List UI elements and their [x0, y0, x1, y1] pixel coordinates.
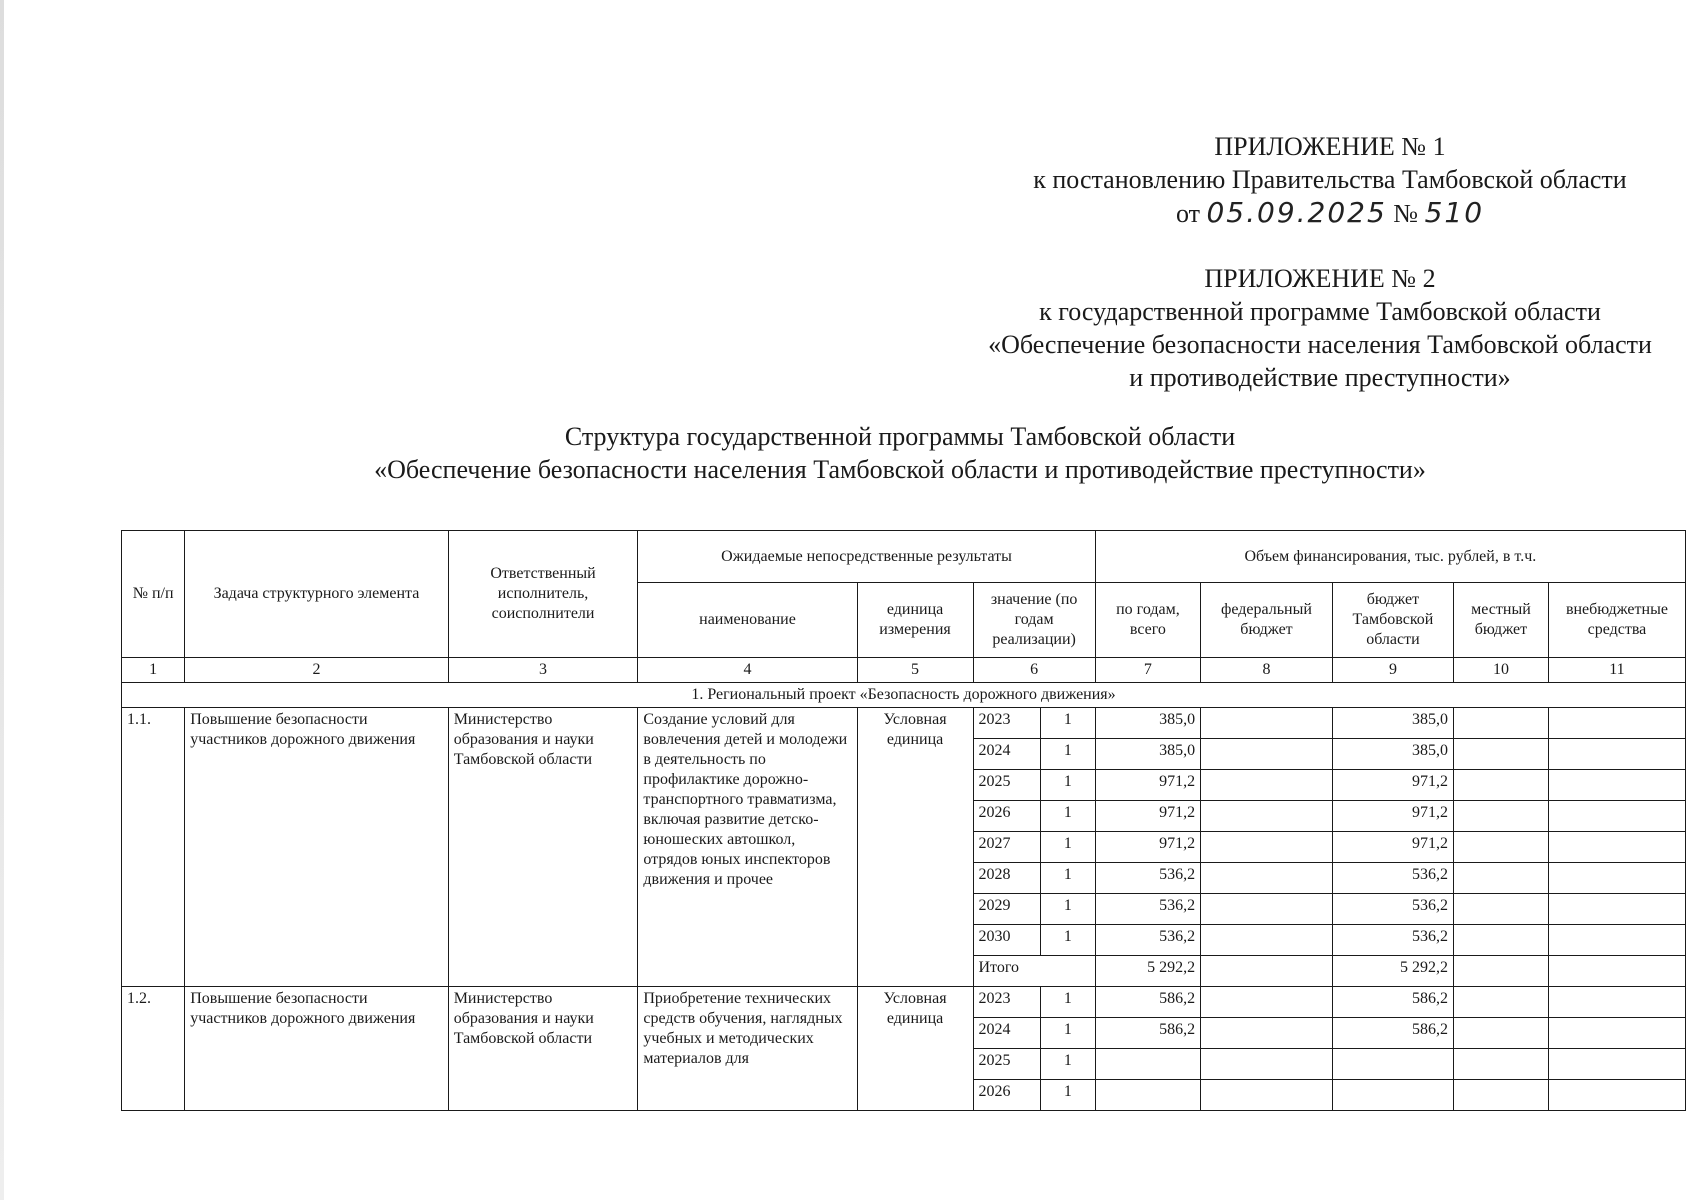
fin-federal-cell — [1201, 801, 1333, 832]
itogo-label: Итого — [973, 956, 1095, 987]
year-cell: 2030 — [973, 925, 1040, 956]
year-cell: 2027 — [973, 832, 1040, 863]
column-number: 6 — [973, 658, 1095, 683]
fin-regional-cell: 586,2 — [1332, 1018, 1453, 1049]
year-cell: 2028 — [973, 863, 1040, 894]
fin-local-cell — [1454, 1049, 1549, 1080]
table-row — [122, 987, 1686, 1018]
fin-total-cell — [1095, 1080, 1200, 1111]
fin-local-cell — [1454, 832, 1549, 863]
year-cell: 2026 — [973, 801, 1040, 832]
fin-total-cell: 971,2 — [1095, 801, 1200, 832]
appendix-2-line-3: и противодействие преступности» — [1129, 363, 1511, 392]
fin-federal-cell — [1201, 739, 1333, 770]
fin-federal-cell — [1201, 987, 1333, 1018]
fin-extra-cell — [1548, 801, 1685, 832]
fin-extra-cell — [1548, 956, 1685, 987]
section-title: 1. Региональный проект «Безопасность дорожного движения» — [122, 683, 1686, 708]
value-cell: 1 — [1040, 708, 1095, 739]
fin-regional-cell: 536,2 — [1332, 863, 1453, 894]
fin-extra-cell — [1548, 832, 1685, 863]
fin-local-cell — [1454, 894, 1549, 925]
appendix-1-header — [960, 130, 1697, 230]
value-cell: 1 — [1040, 832, 1095, 863]
fin-regional-cell: 536,2 — [1332, 925, 1453, 956]
fin-local-cell — [1454, 956, 1549, 987]
fin-local-cell — [1454, 770, 1549, 801]
header-fin-federal: федеральный бюджет — [1201, 583, 1333, 658]
fin-regional-cell: 385,0 — [1332, 708, 1453, 739]
fin-federal-cell — [1201, 894, 1333, 925]
fin-federal-cell — [1201, 1018, 1333, 1049]
column-number: 3 — [448, 658, 638, 683]
appendix-2-header — [940, 262, 1697, 394]
fin-total-cell: 586,2 — [1095, 1018, 1200, 1049]
row-number: 1.2. — [122, 987, 185, 1111]
fin-local-cell — [1454, 801, 1549, 832]
year-cell: 2023 — [973, 987, 1040, 1018]
row-unit: Условная единица — [857, 987, 973, 1111]
fin-federal-cell — [1201, 925, 1333, 956]
fin-extra-cell — [1548, 987, 1685, 1018]
value-cell: 1 — [1040, 739, 1095, 770]
header-result-unit: единица измерения — [857, 583, 973, 658]
fin-local-cell — [1454, 925, 1549, 956]
column-number: 2 — [185, 658, 448, 683]
fin-extra-cell — [1548, 770, 1685, 801]
appendix-2-title: ПРИЛОЖЕНИЕ № 2 — [1204, 264, 1436, 293]
row-result-name: Приобретение технических средств обучения, наглядных учебных и методических материалов для — [638, 987, 857, 1111]
fin-local-cell — [1454, 1080, 1549, 1111]
column-number: 11 — [1548, 658, 1685, 683]
column-number: 10 — [1454, 658, 1549, 683]
fin-total-cell: 5 292,2 — [1095, 956, 1200, 987]
fin-total-cell: 385,0 — [1095, 708, 1200, 739]
fin-local-cell — [1454, 708, 1549, 739]
column-number: 9 — [1332, 658, 1453, 683]
fin-total-cell: 536,2 — [1095, 863, 1200, 894]
year-cell: 2025 — [973, 1049, 1040, 1080]
header-task: Задача структурного элемента — [185, 531, 448, 658]
fin-regional-cell: 586,2 — [1332, 987, 1453, 1018]
fin-local-cell — [1454, 739, 1549, 770]
value-cell: 1 — [1040, 1049, 1095, 1080]
fin-total-cell: 971,2 — [1095, 832, 1200, 863]
header-num: № п/п — [122, 531, 185, 658]
fin-federal-cell — [1201, 770, 1333, 801]
year-cell: 2024 — [973, 1018, 1040, 1049]
fin-total-cell — [1095, 1049, 1200, 1080]
row-task: Повышение безопасности участников дорожного движения — [185, 708, 448, 987]
value-cell: 1 — [1040, 894, 1095, 925]
header-fin-extra: внебюджетные средства — [1548, 583, 1685, 658]
value-cell: 1 — [1040, 770, 1095, 801]
fin-regional-cell: 536,2 — [1332, 894, 1453, 925]
fin-regional-cell: 971,2 — [1332, 801, 1453, 832]
fin-extra-cell — [1548, 894, 1685, 925]
document-title — [240, 420, 1560, 486]
year-cell: 2025 — [973, 770, 1040, 801]
fin-regional-cell — [1332, 1080, 1453, 1111]
fin-extra-cell — [1548, 739, 1685, 770]
header-fin-total: по годам, всего — [1095, 583, 1200, 658]
value-cell: 1 — [1040, 1018, 1095, 1049]
section-row — [122, 683, 1686, 708]
scan-edge-shadow — [0, 0, 4, 1200]
fin-total-cell: 536,2 — [1095, 894, 1200, 925]
header-result-value: значение (по годам реализации) — [973, 583, 1095, 658]
document-title-line-1: Структура государственной программы Тамбовской области — [564, 422, 1236, 451]
fin-regional-cell — [1332, 1049, 1453, 1080]
fin-extra-cell — [1548, 708, 1685, 739]
from-prefix: от — [1175, 199, 1200, 228]
fin-federal-cell — [1201, 863, 1333, 894]
column-number-row — [122, 658, 1686, 683]
fin-regional-cell: 385,0 — [1332, 739, 1453, 770]
fin-regional-cell: 971,2 — [1332, 770, 1453, 801]
row-task: Повышение безопасности участников дорожного движения — [185, 987, 448, 1111]
appendix-2-line-2: «Обеспечение безопасности населения Тамбовской области — [988, 330, 1652, 359]
fin-extra-cell — [1548, 925, 1685, 956]
column-number: 1 — [122, 658, 185, 683]
handwritten-number: 510 — [1424, 196, 1485, 229]
column-number: 8 — [1201, 658, 1333, 683]
fin-local-cell — [1454, 863, 1549, 894]
row-unit: Условная единица — [857, 708, 973, 987]
appendix-1-line: к постановлению Правительства Тамбовской области — [1033, 165, 1627, 194]
value-cell: 1 — [1040, 987, 1095, 1018]
fin-federal-cell — [1201, 1049, 1333, 1080]
fin-federal-cell — [1201, 1080, 1333, 1111]
year-cell: 2024 — [973, 739, 1040, 770]
fin-federal-cell — [1201, 708, 1333, 739]
value-cell: 1 — [1040, 1080, 1095, 1111]
fin-total-cell: 385,0 — [1095, 739, 1200, 770]
fin-regional-cell: 971,2 — [1332, 832, 1453, 863]
fin-extra-cell — [1548, 1049, 1685, 1080]
fin-total-cell: 536,2 — [1095, 925, 1200, 956]
fin-extra-cell — [1548, 1080, 1685, 1111]
fin-extra-cell — [1548, 1018, 1685, 1049]
number-sign: № — [1393, 199, 1419, 228]
fin-extra-cell — [1548, 863, 1685, 894]
value-cell: 1 — [1040, 863, 1095, 894]
appendix-2-line-1: к государственной программе Тамбовской области — [1039, 297, 1601, 326]
header-finance-group: Объем финансирования, тыс. рублей, в т.ч. — [1095, 531, 1685, 583]
year-cell: 2026 — [973, 1080, 1040, 1111]
row-executor: Министерство образования и науки Тамбовской области — [448, 987, 638, 1111]
appendix-1-date-line — [960, 196, 1697, 230]
fin-federal-cell — [1201, 832, 1333, 863]
header-result-name: наименование — [638, 583, 857, 658]
value-cell: 1 — [1040, 801, 1095, 832]
fin-local-cell — [1454, 987, 1549, 1018]
column-number: 7 — [1095, 658, 1200, 683]
fin-federal-cell — [1201, 956, 1333, 987]
value-cell: 1 — [1040, 925, 1095, 956]
row-executor: Министерство образования и науки Тамбовской области — [448, 708, 638, 987]
header-results-group: Ожидаемые непосредственные результаты — [638, 531, 1095, 583]
row-result-name: Создание условий для вовлечения детей и молодежи в деятельность по профилактике дорожно-транспортного травматизма, включая развитие детско-юношеских автошкол, отрядов юных инспекторов движения и прочее — [638, 708, 857, 987]
fin-regional-cell: 5 292,2 — [1332, 956, 1453, 987]
fin-total-cell: 971,2 — [1095, 770, 1200, 801]
column-number: 5 — [857, 658, 973, 683]
year-cell: 2023 — [973, 708, 1040, 739]
document-title-line-2: «Обеспечение безопасности населения Тамбовской области и противодействие преступности» — [374, 455, 1426, 484]
row-number: 1.1. — [122, 708, 185, 987]
header-executor: Ответственный исполнитель, соисполнители — [448, 531, 638, 658]
program-structure-table — [121, 530, 1686, 1111]
fin-local-cell — [1454, 1018, 1549, 1049]
table-row — [122, 708, 1686, 739]
handwritten-date: 05.09.2025 — [1206, 196, 1387, 229]
year-cell: 2029 — [973, 894, 1040, 925]
fin-total-cell: 586,2 — [1095, 987, 1200, 1018]
header-fin-local: местный бюджет — [1454, 583, 1549, 658]
appendix-1-title: ПРИЛОЖЕНИЕ № 1 — [1214, 132, 1446, 161]
header-fin-regional: бюджет Тамбовской области — [1332, 583, 1453, 658]
column-number: 4 — [638, 658, 857, 683]
